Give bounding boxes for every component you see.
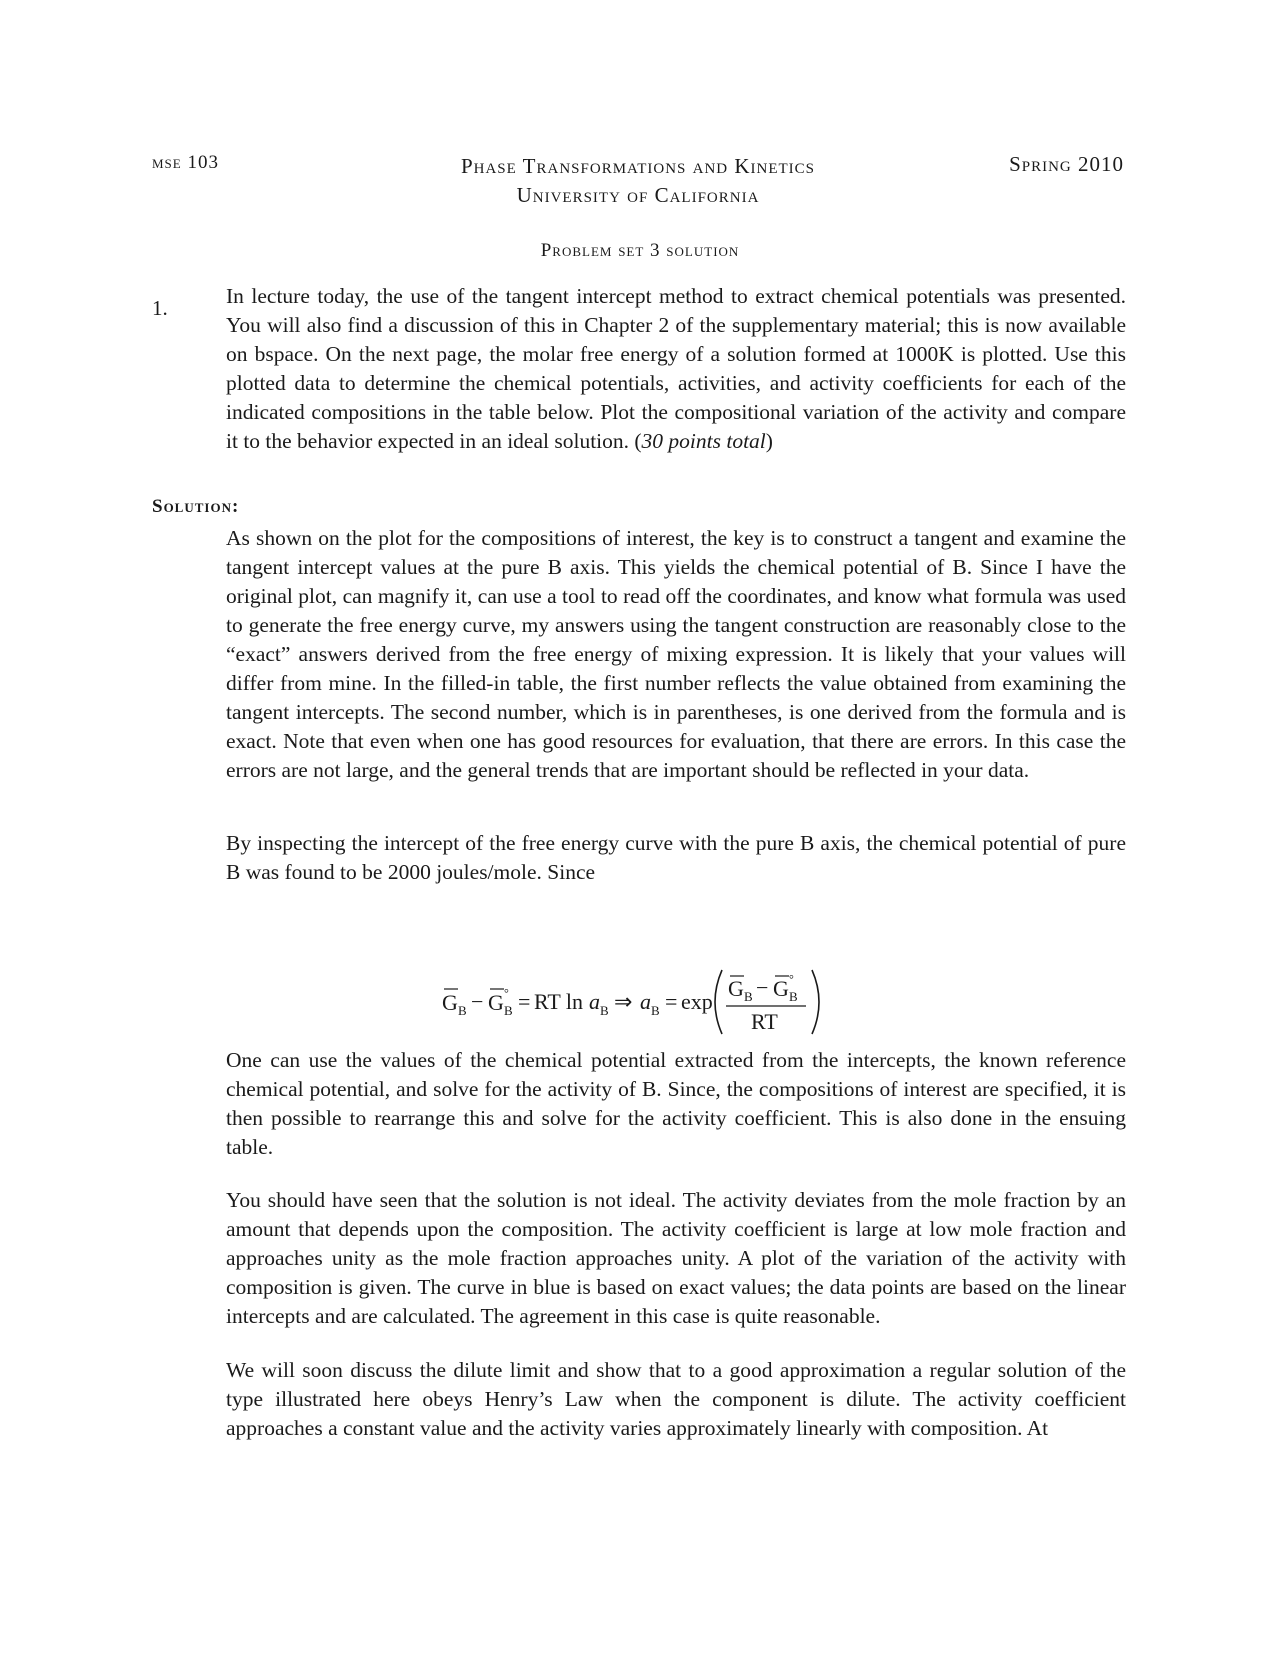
term: Spring 2010: [1009, 152, 1124, 176]
solution-paragraph-3: [226, 1046, 1126, 1162]
paragraph-text: By inspecting the intercept of the free energy curve with the pure B axis, the chemical potential of pure B was found to be 2000 joules/mole. Since: [226, 831, 1126, 884]
eq-sub-b: B: [458, 1003, 467, 1018]
paragraph-text: You should have seen that the solution is not ideal. The activity deviates from the mole fraction by an amount that depends upon the composition. The activity coefficient is large at low mole fraction and approaches unity as the mole fraction approaches unity. A plot of the variation of the activity with composition is given. The curve in blue is based on exact values; the data points are based on the linear intercepts and are calculated. The agreement in this case is quite reasonable.: [226, 1188, 1126, 1328]
eq-sub-b: B: [789, 989, 798, 1004]
question-body: In lecture today, the use of the tangent intercept method to extract chemical potentials was presented. You will also find a discussion of this in Chapter 2 of the supplementary material; this is now available on bspace. On the next page, the molar free energy of a solution formed at 1000K is plotted. Use this plotted data to determine the chemical potentials, activities, and activity coefficients for each of the indicated compositions in the table below. Plot the compositional variation of the activity and compare it to the behavior expected in an ideal solution. (: [226, 284, 1126, 453]
eq-sub-b: B: [651, 1003, 660, 1018]
eq-degree: °: [789, 972, 794, 986]
question-text: [226, 282, 1126, 456]
course-code: mse 103: [152, 152, 219, 173]
eq-minus: −: [756, 975, 769, 1000]
question-close: ): [765, 429, 773, 453]
eq-equals: =: [665, 989, 678, 1014]
activity-equation: [440, 966, 860, 1038]
eq-rt: RT: [751, 1009, 778, 1034]
solution-heading: Solution:: [152, 496, 240, 517]
solution-paragraph-2: [226, 829, 1126, 887]
eq-implies: ⇒: [614, 989, 633, 1014]
eq-g: G: [728, 976, 744, 1001]
eq-exp: exp: [681, 989, 713, 1014]
document-subtitle: Problem set 3 solution: [540, 240, 740, 261]
eq-sub-b: B: [600, 1003, 609, 1018]
eq-degree: °: [504, 986, 509, 1000]
eq-equals: =: [518, 989, 531, 1014]
eq-minus: −: [471, 989, 484, 1014]
paragraph-text: One can use the values of the chemical potential extracted from the intercepts, the known reference chemical potential, and solve for the activity of B. Since, the compositions of interest are specified, it is then possible to rearrange this and solve for the activity coefficient. This is also done in the ensuing table.: [226, 1048, 1126, 1159]
paragraph-text: We will soon discuss the dilute limit and show that to a good approximation a regular solution of the type illustrated here obeys Henry’s Law when the component is dilute. The activity coefficient approaches a constant value and the activity varies approximately linearly with composition. At: [226, 1358, 1126, 1440]
paragraph-text: As shown on the plot for the compositions of interest, the key is to construct a tangent and examine the tangent intercept values at the pure B axis. This yields the chemical potential of B. Since I have the original plot, can magnify it, can use a tool to read off the coordinates, and know what formula was used to generate the free energy curve, my answers using the tangent construction are reasonably close to the “exact” answers derived from the free energy of mixing expression. It is likely that your values will differ from mine. In the filled-in table, the first number reflects the value obtained from examining the tangent intercepts. The second number, which is in parentheses, is one derived from the formula and is exact. Note that even when one has good resources for evaluation, that there are errors. In this case the errors are not large, and the general trends that are important should be reflected in your data.: [226, 526, 1126, 782]
eq-g: G: [488, 990, 504, 1015]
question-points: 30 points total: [641, 429, 766, 453]
question-number: 1.: [152, 296, 168, 320]
eq-sub-b: B: [504, 1003, 513, 1018]
eq-a: a: [589, 989, 600, 1014]
solution-paragraph-1: [226, 524, 1126, 785]
university-name: University of California: [516, 183, 760, 207]
page-header: [152, 152, 1124, 212]
eq-a: a: [640, 989, 651, 1014]
eq-rtln: RT ln: [534, 989, 584, 1014]
course-title: Phase Transformations and Kinetics: [460, 154, 816, 178]
solution-paragraph-5: [226, 1356, 1126, 1443]
eq-g: G: [773, 976, 789, 1001]
eq-sub-b: B: [744, 989, 753, 1004]
solution-paragraph-4: [226, 1186, 1126, 1331]
course-title-block: [152, 152, 1124, 210]
eq-g: G: [442, 990, 458, 1015]
